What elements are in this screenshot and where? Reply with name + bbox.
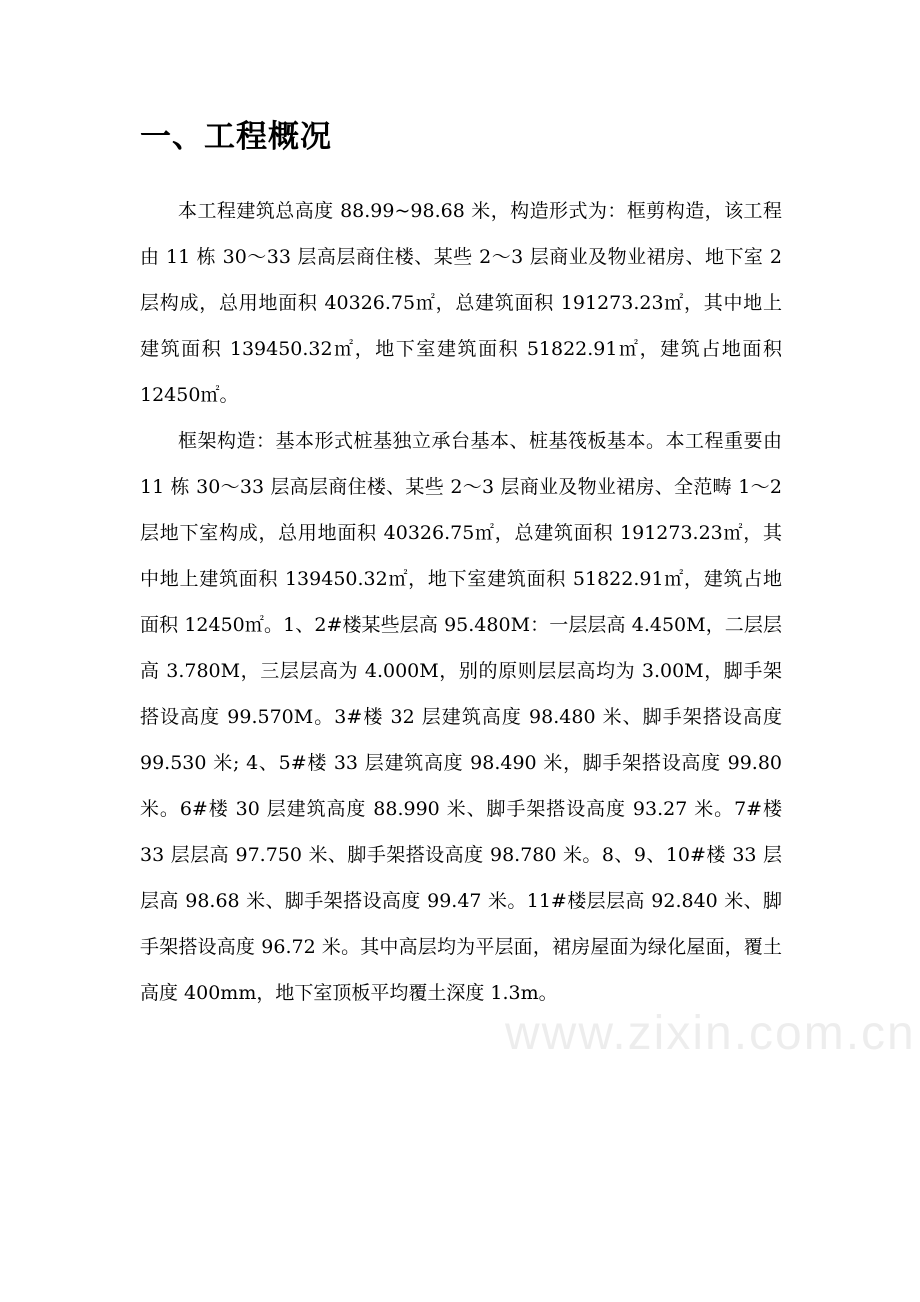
paragraph-overview: 本工程建筑总高度 88.99~98.68 米，构造形式为：框剪构造，该工程由 11 栋 30～33 层高层商住楼、某些 2～3 层商业及物业裙房、地下室 2 层构成，总用地面积 40326.75㎡，总建筑面积 191273.23㎡，其中地上建筑面积 139450.32㎡，地下室建筑面积 51822.91㎡，建筑占地面积 12450㎡。: [140, 200, 782, 406]
paragraph-structure-details: 框架构造：基本形式桩基独立承台基本、桩基筏板基本。本工程重要由 11 栋 30～33 层高层商住楼、某些 2～3 层商业及物业裙房、全范畴 1～2 层地下室构成，总用地面积 40326.75㎡，总建筑面积 191273.23㎡，其中地上建筑面积 139450.32㎡，地下室建筑面积 51822.91㎡，建筑占地面积 12450㎡。1、2#楼某些层高 95.480M：一层层高 4.450M，二层层高 3.780M，三层层高为 4.000M，别的原则层层高均为 3.00M，脚手架搭设高度 99.570M。3#楼 32 层建筑高度 98.480 米、脚手架搭设高度 99.530 米; 4、5#楼 33 层建筑高度 98.490 米，脚手架搭设高度 99.80 米。6#楼 30 层建筑高度 88.990 米、脚手架搭设高度 93.27 米。7#楼 33 层层高 97.750 米、脚手架搭设高度 98.780 米。8、9、10#楼 33 层层高 98.68 米、脚手架搭设高度 99.47 米。11#楼层层高 92.840 米、脚手架搭设高度 96.72 米。其中高层均为平层面，裙房屋面为绿化屋面，覆土高度 400mm，地下室顶板平均覆土深度 1.3m。: [140, 430, 782, 1004]
watermark-text: www.zixin.com.cn: [505, 1007, 916, 1060]
body-text: [140, 188, 782, 1016]
section-heading: 一、工程概况: [140, 119, 332, 155]
